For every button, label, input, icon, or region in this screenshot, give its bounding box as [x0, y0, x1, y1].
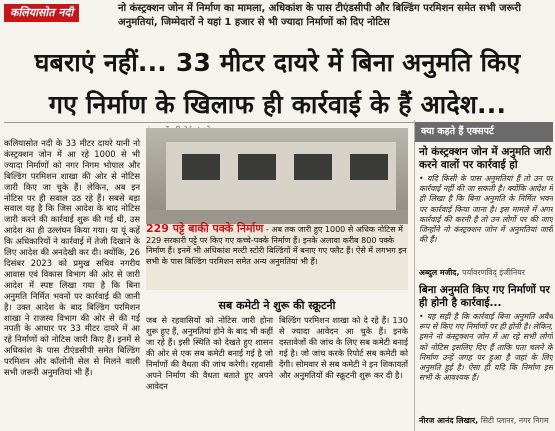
photo-window	[238, 154, 276, 180]
headline	[4, 42, 551, 126]
building-photo	[146, 128, 408, 224]
sidebar-signature-1-role: पर्यावरणविद् इंजीनियर	[462, 268, 525, 277]
middle-column-2: बिल्डिंग परमिशन शाखा को दे रहे हैं। 130 से ज्यादा आवेदन आ चुके हैं। इनके दस्तावेजों की जांच के लिए सब कमेटी बनाई गई है। जो जांच करके रिपोर्ट सब कमेटी को देंगी। सोमवार से सब कमेटी ने इन शिकायतों और अनुमतियों की स्क्रूटनी शुरू कर दी है।	[279, 315, 408, 380]
sidebar-heading-2: बिना अनुमति किए गए निर्माणों पर ही होनी है कार्रवाई...	[419, 284, 550, 309]
sidebar-quote-2: • यह सही है कि कार्रवाई बिना अनुमति अवैध रूप से किए गए निर्माणों पर ही होनी है। लेकिन, हमने नो कंस्ट्रक्शन जोन में आ रहे सभी लोगों को नोटिस इसलिए दिए हैं ताकि पता चलने के निर्माण उन्हें जगह पर हुआ है जहां के लिए अनुमति हुई है। ऐसा ही यदि कि निर्माण इस सभी के आवश्यक हैं।	[419, 312, 553, 383]
sidebar-quote-1: • यदि किसी के पास अनुमतियां हैं तो उन पर कार्रवाई नहीं की जा सकती है। क्योंकि आदेश में ही लिखा है कि बिना अनुमति के निर्मित भवन पर कार्रवाई किया जाना है। इस मामले में अगर कार्रवाई की करनी है तो उन लोगों पर की जाए जिन्होंने नो कंस्ट्रक्शन जोन में अनुमतियां जारी की हैं।	[419, 174, 553, 245]
sidebar-signature-2-name: नीरज आनंद लिखार,	[419, 416, 479, 425]
sidebar-signature-2	[419, 416, 553, 426]
sidebar-signature-2-role: सिटी प्लानर, नगर निगम	[480, 416, 549, 425]
deck-text: नो कंस्ट्रक्शन जोन में निर्माण का मामला, अधिकांश के पास टीएंडसीपी और बिल्डिंग परमिशन समेत सभी जरूरी अनुमतियां, जिम्मेदारों ने यहां 1 हजार से भी ज्यादा निर्माणों को दिए नोटिस	[118, 3, 521, 28]
headline-line-2: गए निर्माण के खिलाफ ही कार्रवाई के हैं आदेश...	[48, 90, 507, 119]
caption-body: - अब तक जारी हुए 1000 से अधिक नोटिस में 229 सरकारी पट्टे पर किए गए कच्चे-पक्के निर्माण हैं। इनके अलावा करीब 800 पक्के निर्माण हैं। इनमें भी अधिकांश मल्टी स्टोरी बिल्डिंगों में बनाए गए फ्लैट हैं। ऐसे में लगभग इन सभी के पास बिल्डिंग परमिशन समेत अन्य अनुमतियां भी हैं।	[146, 225, 407, 266]
subheading: सब कमेटी ने शुरू की स्क्रूटनी	[218, 299, 336, 312]
sidebar-heading-1: नो कंस्ट्रक्शन जोन में अनुमति जारी करने वालों पर कार्रवाई हो	[419, 146, 552, 171]
photo-window	[350, 154, 388, 180]
section-tag: कलियासोत नदी	[4, 4, 79, 22]
sidebar-tag: क्या कहते हैं एक्सपर्ट	[415, 122, 553, 142]
headline-line-1: घबराएं नहीं... 33 मीटर दायरे में बिना अनुमति किए	[34, 48, 521, 77]
sidebar-signature-1	[419, 268, 553, 278]
middle-column-1: जब से रहवासियों को नोटिस जारी होना शुरू हुए हैं, अनुमतियां होने के बाद भी कहीं जा रहे हैं। इसी स्थिति को देखते हुए शासन की ओर से एक सब कमेटी बनाई गई है जो निर्माणों की वैधता की जांच करेगी। रहवासी अपने निर्माण की वैधता बताते हुए अपने आवेदन	[146, 315, 273, 391]
left-column-text: कलियासोत नदी के 33 मीटर दायरे यानी नो कंस्ट्रक्शन जोन में आ रहे 1000 से भी ज्यादा निर्माणों को नगर निगम भोपाल और बिल्डिंग परमिशन शाखा की ओर से नोटिस जारी किए जा चुके हैं। लेकिन, अब इन नोटिस पर ही सवाल उठ रहे हैं। सबसे बड़ा सवाल यह है कि जिस आदेश के बाद नोटिस जारी करने की कार्रवाई शुरू की गई थी, उस आदेश का ही उल्लंघन किया गया। या यूं कहें कि अधिकारियों ने कार्रवाई में तेजी दिखाने के लिए आदेश की अनदेखी कर दी। क्योंकि, 26 दिसंबर 2023 को प्रमुख सचिव नगरीय आवास एवं विकास विभाग की ओर से जारी आदेश में स्पष्ट लिखा गया है कि बिना अनुमति निर्मित भवनों पर कार्रवाई की जानी है। उक्त आदेश के बाद बिल्डिंग परमिशन शाखा ने राजस्व विभाग की ओर से की गई नपती के आधार पर 33 मीटर दायरे में आ रहे निर्माणों को नोटिस जारी किए हैं। इनमें से अधिकांश के पास टीएंडसीपी समेत बिल्डिंग परमिशन और कॉलोनी सेल से मिलने वाली सभी जरूरी अनुमतियां भी हैं।	[4, 138, 140, 378]
photo-caption	[146, 224, 408, 290]
top-strip	[0, 0, 555, 38]
caption-title: 229 पट्टे बाकी पक्के निर्माण	[146, 222, 264, 235]
photo-window	[182, 154, 220, 180]
sidebar-signature-1-name: अब्दुल मजीद,	[419, 268, 460, 277]
photo-window	[294, 154, 332, 180]
expert-sidebar	[414, 120, 555, 431]
